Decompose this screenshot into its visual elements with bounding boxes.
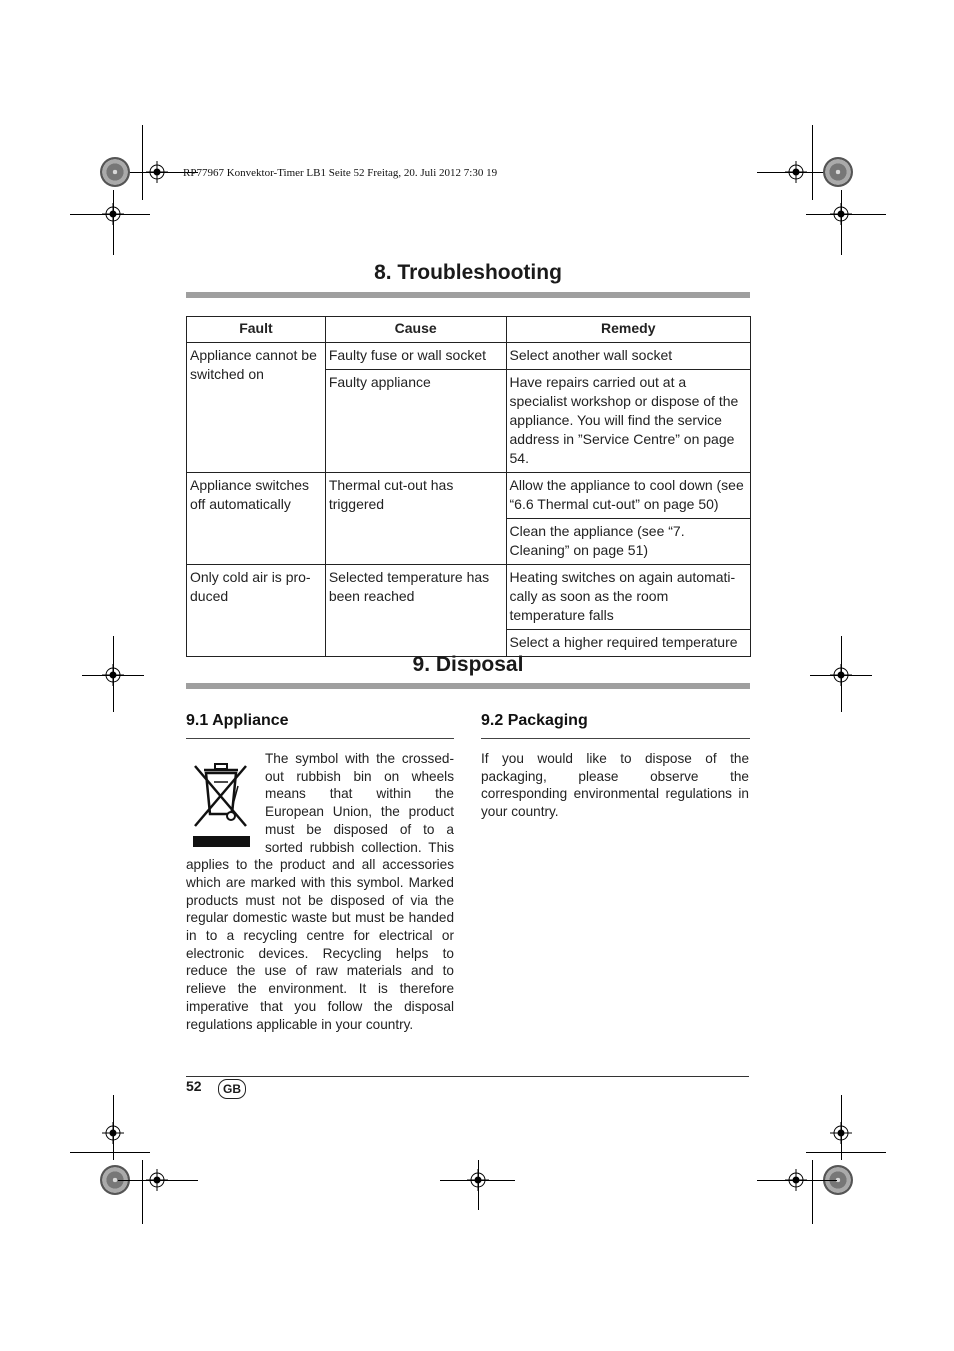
registration-mark-icon [146,1169,168,1191]
subsection-underline [481,738,750,739]
page-number: 52 [186,1078,202,1094]
remedy-cell: Heating switches on again automati-cally as soon as the room temperature falls [506,565,751,630]
section-bar [186,683,750,689]
appliance-paragraph: The symbol with the crossed-out rubbish bin on wheels means that within the European Union, the product must be disposed of to a sorted rubbish collection. This applies to the product and all accessories which are marked with this symbol. Marked products must not be disposed of via the regular domestic waste but must be handed in to a recycling centre for electrical or electronic devices. Recycling helps to reduce the use of raw materials and to relieve the environment. It is therefore imperative that you follow the disposal regulations applicable in your country. [186,751,454,1032]
troubleshooting-table [186,316,751,657]
section-title-disposal: 9. Disposal [412,653,524,676]
country-badge: GB [218,1079,246,1099]
color-target-icon [100,157,130,187]
cause-cell: Thermal cut-out has triggered [325,473,506,565]
footer-rule [186,1076,749,1077]
fault-cell: Appliance cannot be switched on [187,343,326,473]
registration-mark-icon [785,1169,807,1191]
fault-cell: Only cold air is pro-duced [187,565,326,657]
registration-mark-icon [102,664,124,686]
remedy-cell: Allow the appliance to cool down (see “6.6 Thermal cut-out” on page 50) [506,473,751,519]
cause-cell: Faulty fuse or wall socket [325,343,506,370]
crop-line [812,1160,813,1224]
remedy-cell: Select another wall socket [506,343,751,370]
header-fault: Fault [187,317,326,343]
remedy-cell: Clean the appliance (see “7. Cleaning” on page 51) [506,519,751,565]
table-header-row [187,317,751,343]
print-info: RP77967 Konvektor-Timer LB1 Seite 52 Freitag, 20. Juli 2012 7:30 19 [183,167,498,179]
registration-mark-icon [467,1169,489,1191]
subsection-title-packaging: 9.2 Packaging [481,712,588,729]
crop-line [70,1152,150,1153]
cause-cell: Faulty appliance [325,370,506,473]
registration-mark-icon [830,664,852,686]
registration-mark-icon [146,161,168,183]
remedy-cell: Have repairs carried out at a specialist workshop or dispose of the appliance. You will find the service address in ”Service Centre” on page 54. [506,370,751,473]
weee-crossed-bin-icon [186,756,258,856]
header-cause: Cause [325,317,506,343]
registration-mark-icon [102,203,124,225]
crop-line [806,1152,886,1153]
crop-line [812,125,813,200]
packaging-paragraph: If you would like to dispose of the packaging, please observe the corresponding environmental regulations in your country. [481,751,749,820]
registration-mark-icon [830,1122,852,1144]
subsection-underline [186,738,454,739]
cause-cell: Selected temperature has been reached [325,565,506,657]
registration-mark-icon [830,203,852,225]
section-bar [186,292,750,298]
color-target-icon [823,157,853,187]
subsection-title-appliance: 9.1 Appliance [186,712,289,729]
header-remedy: Remedy [506,317,751,343]
table-row [187,343,751,370]
remedy-cell: Select a higher required temperature [506,630,751,657]
crop-line [142,1160,143,1224]
registration-mark-icon [102,1122,124,1144]
crop-line [142,125,143,200]
table-row [187,473,751,519]
fault-cell: Appliance switches off automatically [187,473,326,565]
table-row [187,565,751,630]
registration-mark-icon [785,161,807,183]
appliance-text-block [186,750,454,1033]
section-title-troubleshooting: 8. Troubleshooting [374,261,562,284]
